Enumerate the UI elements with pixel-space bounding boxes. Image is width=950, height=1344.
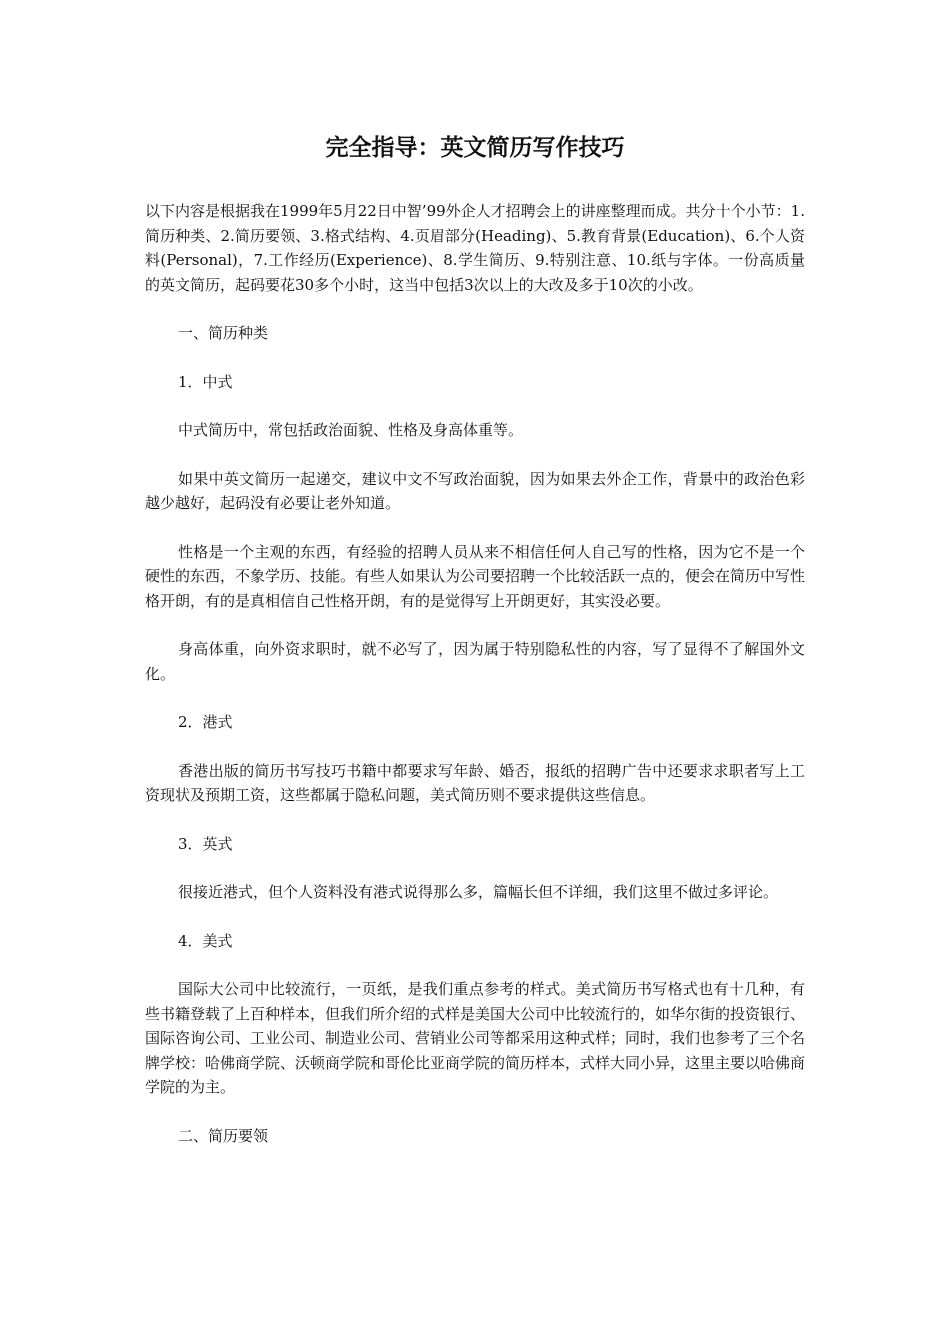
paragraph: 国际大公司中比较流行，一页纸，是我们重点参考的样式。美式简历书写格式也有十几种，有些书籍登载了上百种样本，但我们所介绍的式样是美国大公司中比较流行的，如华尔街的投资银行、国际咨询公司、工业公司、制造业公司、营销业公司等都采用这种式样；同时，我们也参考了三个名牌学校：哈佛商学院、沃顿商学院和哥伦比亚商学院的简历样本，式样大同小异，这里主要以哈佛商学院的为主。 (145, 980, 806, 1096)
paragraph: 如果中英文简历一起递交，建议中文不写政治面貌，因为如果去外企工作，背景中的政治色彩越少越好，起码没有必要让老外知道。 (145, 469, 805, 512)
paragraph: 很接近港式，但个人资料没有港式说得那么多，篇幅长但不详细，我们这里不做过多评论。 (178, 883, 779, 901)
paragraph: 身高体重，向外资求职时，就不必写了，因为属于特别隐私性的内容，写了显得不了解国外文化。 (145, 640, 805, 683)
document-title: 完全指导：英文简历写作技巧 (325, 134, 625, 161)
paragraph: 中式简历中，常包括政治面貌、性格及身高体重等。 (178, 421, 524, 439)
subsection-heading-british: 3．英式 (178, 834, 233, 853)
section-heading-resume-essentials: 二、简历要领 (178, 1126, 269, 1145)
subsection-heading-hongkong: 2．港式 (178, 713, 233, 731)
subsection-heading-chinese: 1．中式 (178, 372, 233, 391)
subsection-heading-american: 4．美式 (178, 931, 233, 950)
document-body (145, 128, 805, 1172)
paragraph: 性格是一个主观的东西，有经验的招聘人员从来不相信任何人自己写的性格，因为它不是一个硬性的东西，不象学历、技能。有些人如果认为公司要招聘一个比较活跃一点的，便会在简历中写性格开朗，有的是真相信自己性格开朗，有的是觉得写上开朗更好，其实没必要。 (145, 542, 806, 610)
paragraph: 香港出版的简历书写技巧书籍中都要求写年龄、婚否，报纸的招聘广告中还要求求职者写上工资现状及预期工资，这些都属于隐私问题，美式简历则不要求提供这些信息。 (145, 761, 805, 804)
section-heading-resume-types: 一、简历种类 (178, 324, 269, 342)
intro-paragraph: 以下内容是根据我在1999年5月22日中智’99外企人才招聘会上的讲座整理而成。共分十个小节：1.简历种类、2.简历要领、3.格式结构、4.页眉部分(Heading)、5.教育背景(Education)、6.个人资料(Personal)，7.工作经历(Experience)、8.学生简历、9.特别注意、10.纸与字体。一份高质量的英文简历，起码要花30多个小时，这当中包括3次以上的大改及多于10次的小改。 (145, 202, 805, 294)
